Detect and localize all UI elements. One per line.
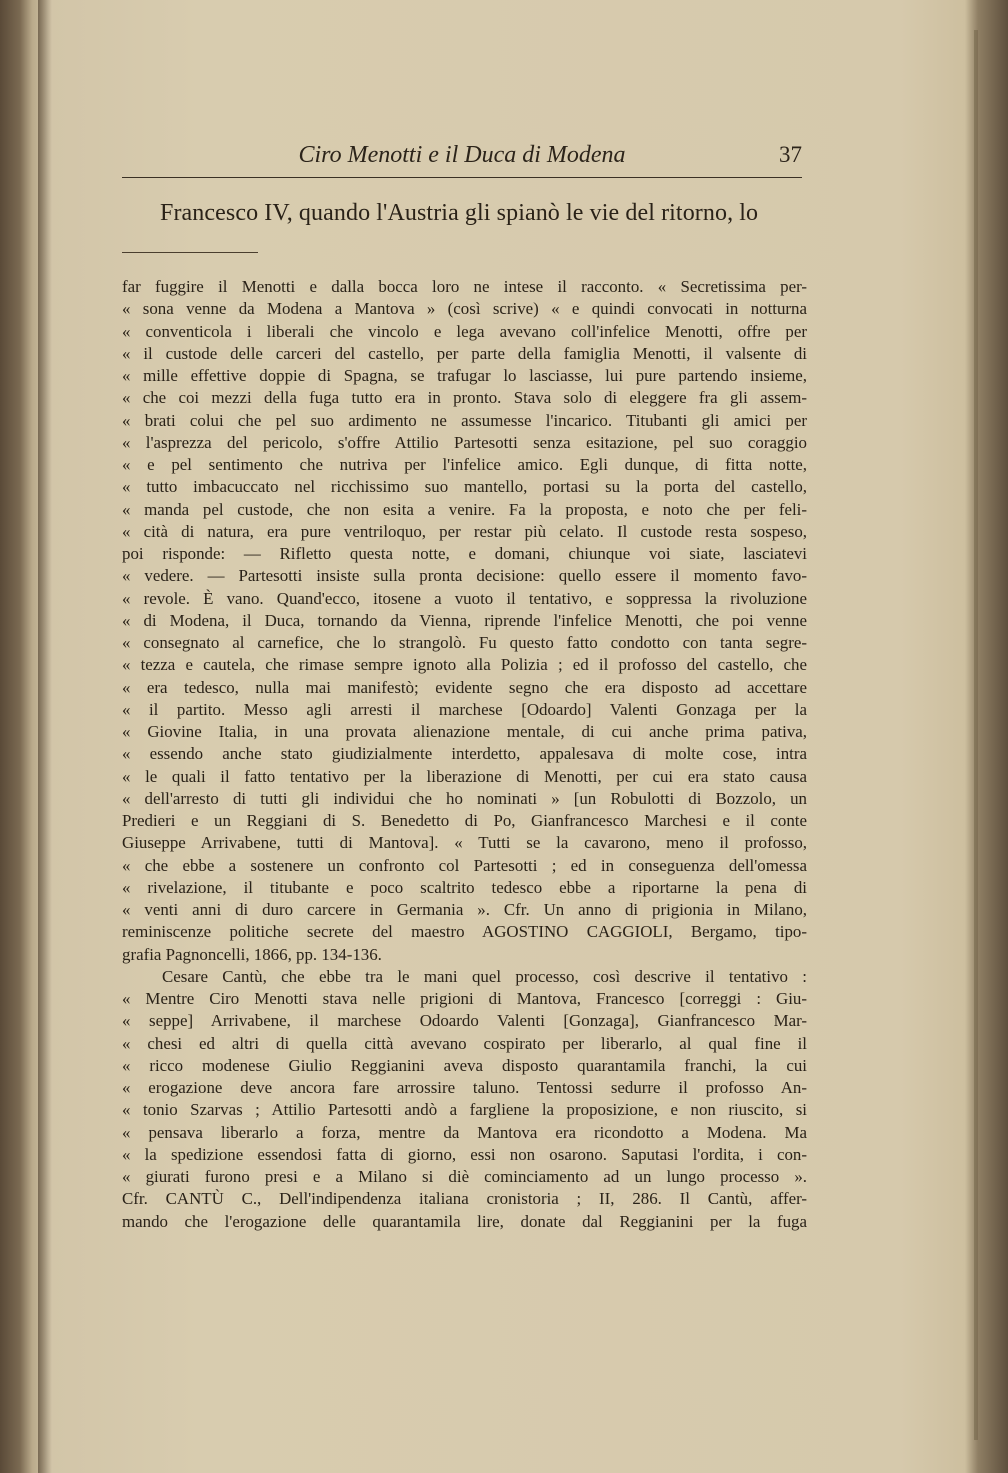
footnote-line: « ricco modenese Giulio Reggianini aveva disposto quarantamila franchi, la cui — [122, 1055, 807, 1075]
running-title: Ciro Menotti e il Duca di Modena — [298, 142, 626, 168]
page-number: 37 — [779, 142, 802, 167]
footnote-line: Cfr. CANTÙ C., Dell'indipendenza italiana cronistoria ; II, 286. Il Cantù, affer- — [122, 1189, 807, 1209]
footnote-line: poi risponde: — Rifletto questa notte, e domani, chiunque voi siate, lasciatevi — [122, 544, 807, 563]
footnote-line: « l'asprezza del pericolo, s'offre Attilio Partesotti senza esitazione, pel suo coraggio — [122, 432, 807, 452]
footnote-line: « il partito. Messo agli arresti il marchese [Odoardo] Valenti Gonzaga per la — [122, 699, 807, 719]
footnote-rule — [122, 252, 258, 253]
footnote-line: « tonio Szarvas ; Attilio Partesotti andò a fargliene la proposizione, e non riuscito, si — [122, 1100, 807, 1120]
footnote-line: « e pel sentimento che nutriva per l'infelice amico. Egli dunque, di fitta notte, — [122, 455, 807, 474]
footnote-line: « seppe] Arrivabene, il marchese Odoardo Valenti [Gonzaga], Gianfrancesco Mar- — [122, 1011, 807, 1031]
footnote-line: « era tedesco, nulla mai manifestò; evidente segno che era disposto ad accettare — [122, 677, 807, 697]
footnote-line: Predieri e un Reggiani di S. Benedetto di Po, Gianfrancesco Marchesi e il conte — [122, 811, 807, 830]
footnote-line: reminiscenze politiche secrete del maestro AGOSTINO CAGGIOLI, Bergamo, tipo- — [122, 922, 807, 942]
footnote-line: mando che l'erogazione delle quarantamila lire, donate dal Reggianini per la fuga — [122, 1211, 807, 1231]
footnote-line: « consegnato al carnefice, che lo strangolò. Fu questo fatto condotto con tanta segre- — [122, 633, 807, 652]
body-text: Francesco IV, quando l'Austria gli spianò le vie del ritorno, lo — [160, 200, 759, 226]
footnote-line: « giurati furono presi e a Milano si diè cominciamento ad un lungo processo ». — [122, 1167, 807, 1186]
footnote-line: Giuseppe Arrivabene, tutti di Mantova]. « Tutti se la cavarono, meno il profosso, — [122, 833, 807, 853]
running-head — [122, 140, 802, 172]
footnote-line: « dell'arresto di tutti gli individui che ho nominati » [un Robulotti di Bozzolo, un — [122, 788, 807, 808]
footnote-line: « manda pel custode, che non esita a venire. Fa la proposta, e noto che per feli- — [122, 499, 807, 519]
footnote — [122, 276, 807, 1233]
footnote-line: Cesare Cantù, che ebbe tra le mani quel processo, così descrive il tentativo : — [162, 966, 807, 986]
footnote-line: « cità di natura, era pure ventriloquo, per restar più celato. Il custode resta sospeso, — [122, 521, 807, 541]
footnote-line: « di Modena, il Duca, tornando da Vienna, riprende l'infelice Menotti, che poi venne — [122, 610, 807, 630]
header-rule — [122, 177, 802, 178]
footnote-line: « che coi mezzi della fuga tutto era in pronto. Stava solo di eleggere fra gli assem- — [122, 388, 807, 408]
footnote-line: « venti anni di duro carcere in Germania ». Cfr. Un anno di prigionia in Milano, — [122, 900, 807, 919]
footnote-line: « tutto imbacuccato nel ricchissimo suo mantello, portasi su la porta del castello, — [122, 477, 807, 497]
footnote-line: « le quali il fatto tentativo per la liberazione di Menotti, per cui era stato causa — [122, 766, 807, 786]
book-spine-shadow — [38, 0, 52, 1473]
footnote-line: « la spedizione essendosi fatta di giorno, essi non osarono. Saputasi l'ordita, i con- — [122, 1144, 807, 1164]
footnote-line: « tezza e cautela, che rimase sempre ignoto alla Polizia ; ed il profosso del castello, che — [122, 655, 807, 675]
footnote-line: « mille effettive doppie di Spagna, se trafugar lo lasciasse, lui pure partendo insieme, — [122, 366, 807, 385]
footnote-line: grafia Pagnoncelli, 1866, pp. 134-136. — [122, 944, 382, 964]
footnote-line: « Giovine Italia, in una provata alienazione mentale, di cui anche prima pativa, — [122, 722, 807, 741]
footnote-line: « rivelazione, il titubante e poco scaltrito tedesco ebbe a riportarne la pena di — [122, 877, 807, 897]
footnote-line: « Mentre Ciro Menotti stava nelle prigioni di Mantova, Francesco [correggi : Giu- — [122, 989, 807, 1008]
footnote-line: « conventicola i liberali che vincolo e lega avevano coll'infelice Menotti, offre per — [122, 321, 807, 341]
footnote-line: « brati colui che pel suo ardimento ne assumesse l'incarico. Titubanti gli amici per — [122, 410, 807, 430]
footnote-line: « revole. È vano. Quand'ecco, itosene a vuoto il tentativo, e soppressa la rivoluzione — [122, 588, 807, 608]
footnote-line: « essendo anche stato giudizialmente interdetto, appalesava di molte cose, intra — [122, 744, 807, 764]
page-edge — [974, 30, 978, 1440]
footnote-line: « il custode delle carceri del castello, per parte della famiglia Menotti, il valsente di — [122, 343, 807, 363]
footnote-line: « vedere. — Partesotti insiste sulla pronta decisione: quello essere il momento favo- — [122, 566, 807, 586]
footnote-line: far fuggire il Menotti e dalla bocca loro ne intese il racconto. « Secretissima per- — [122, 277, 807, 296]
footnote-line: « chesi ed altri di quella città avevano cospirato per liberarlo, al qual fine il — [122, 1033, 807, 1053]
footnote-line: « erogazione deve ancora fare arrossire taluno. Tentossi sedurre il profosso An- — [122, 1078, 807, 1097]
footnote-line: « che ebbe a sostenere un confronto col Partesotti ; ed in conseguenza dell'omessa — [122, 855, 807, 875]
footnote-line: « pensava liberarlo a forza, mentre da Mantova era ricondotto a Modena. Ma — [122, 1122, 807, 1142]
footnote-line: « sona venne da Modena a Mantova » (così scrive) « e quindi convocati in notturna — [122, 299, 807, 319]
